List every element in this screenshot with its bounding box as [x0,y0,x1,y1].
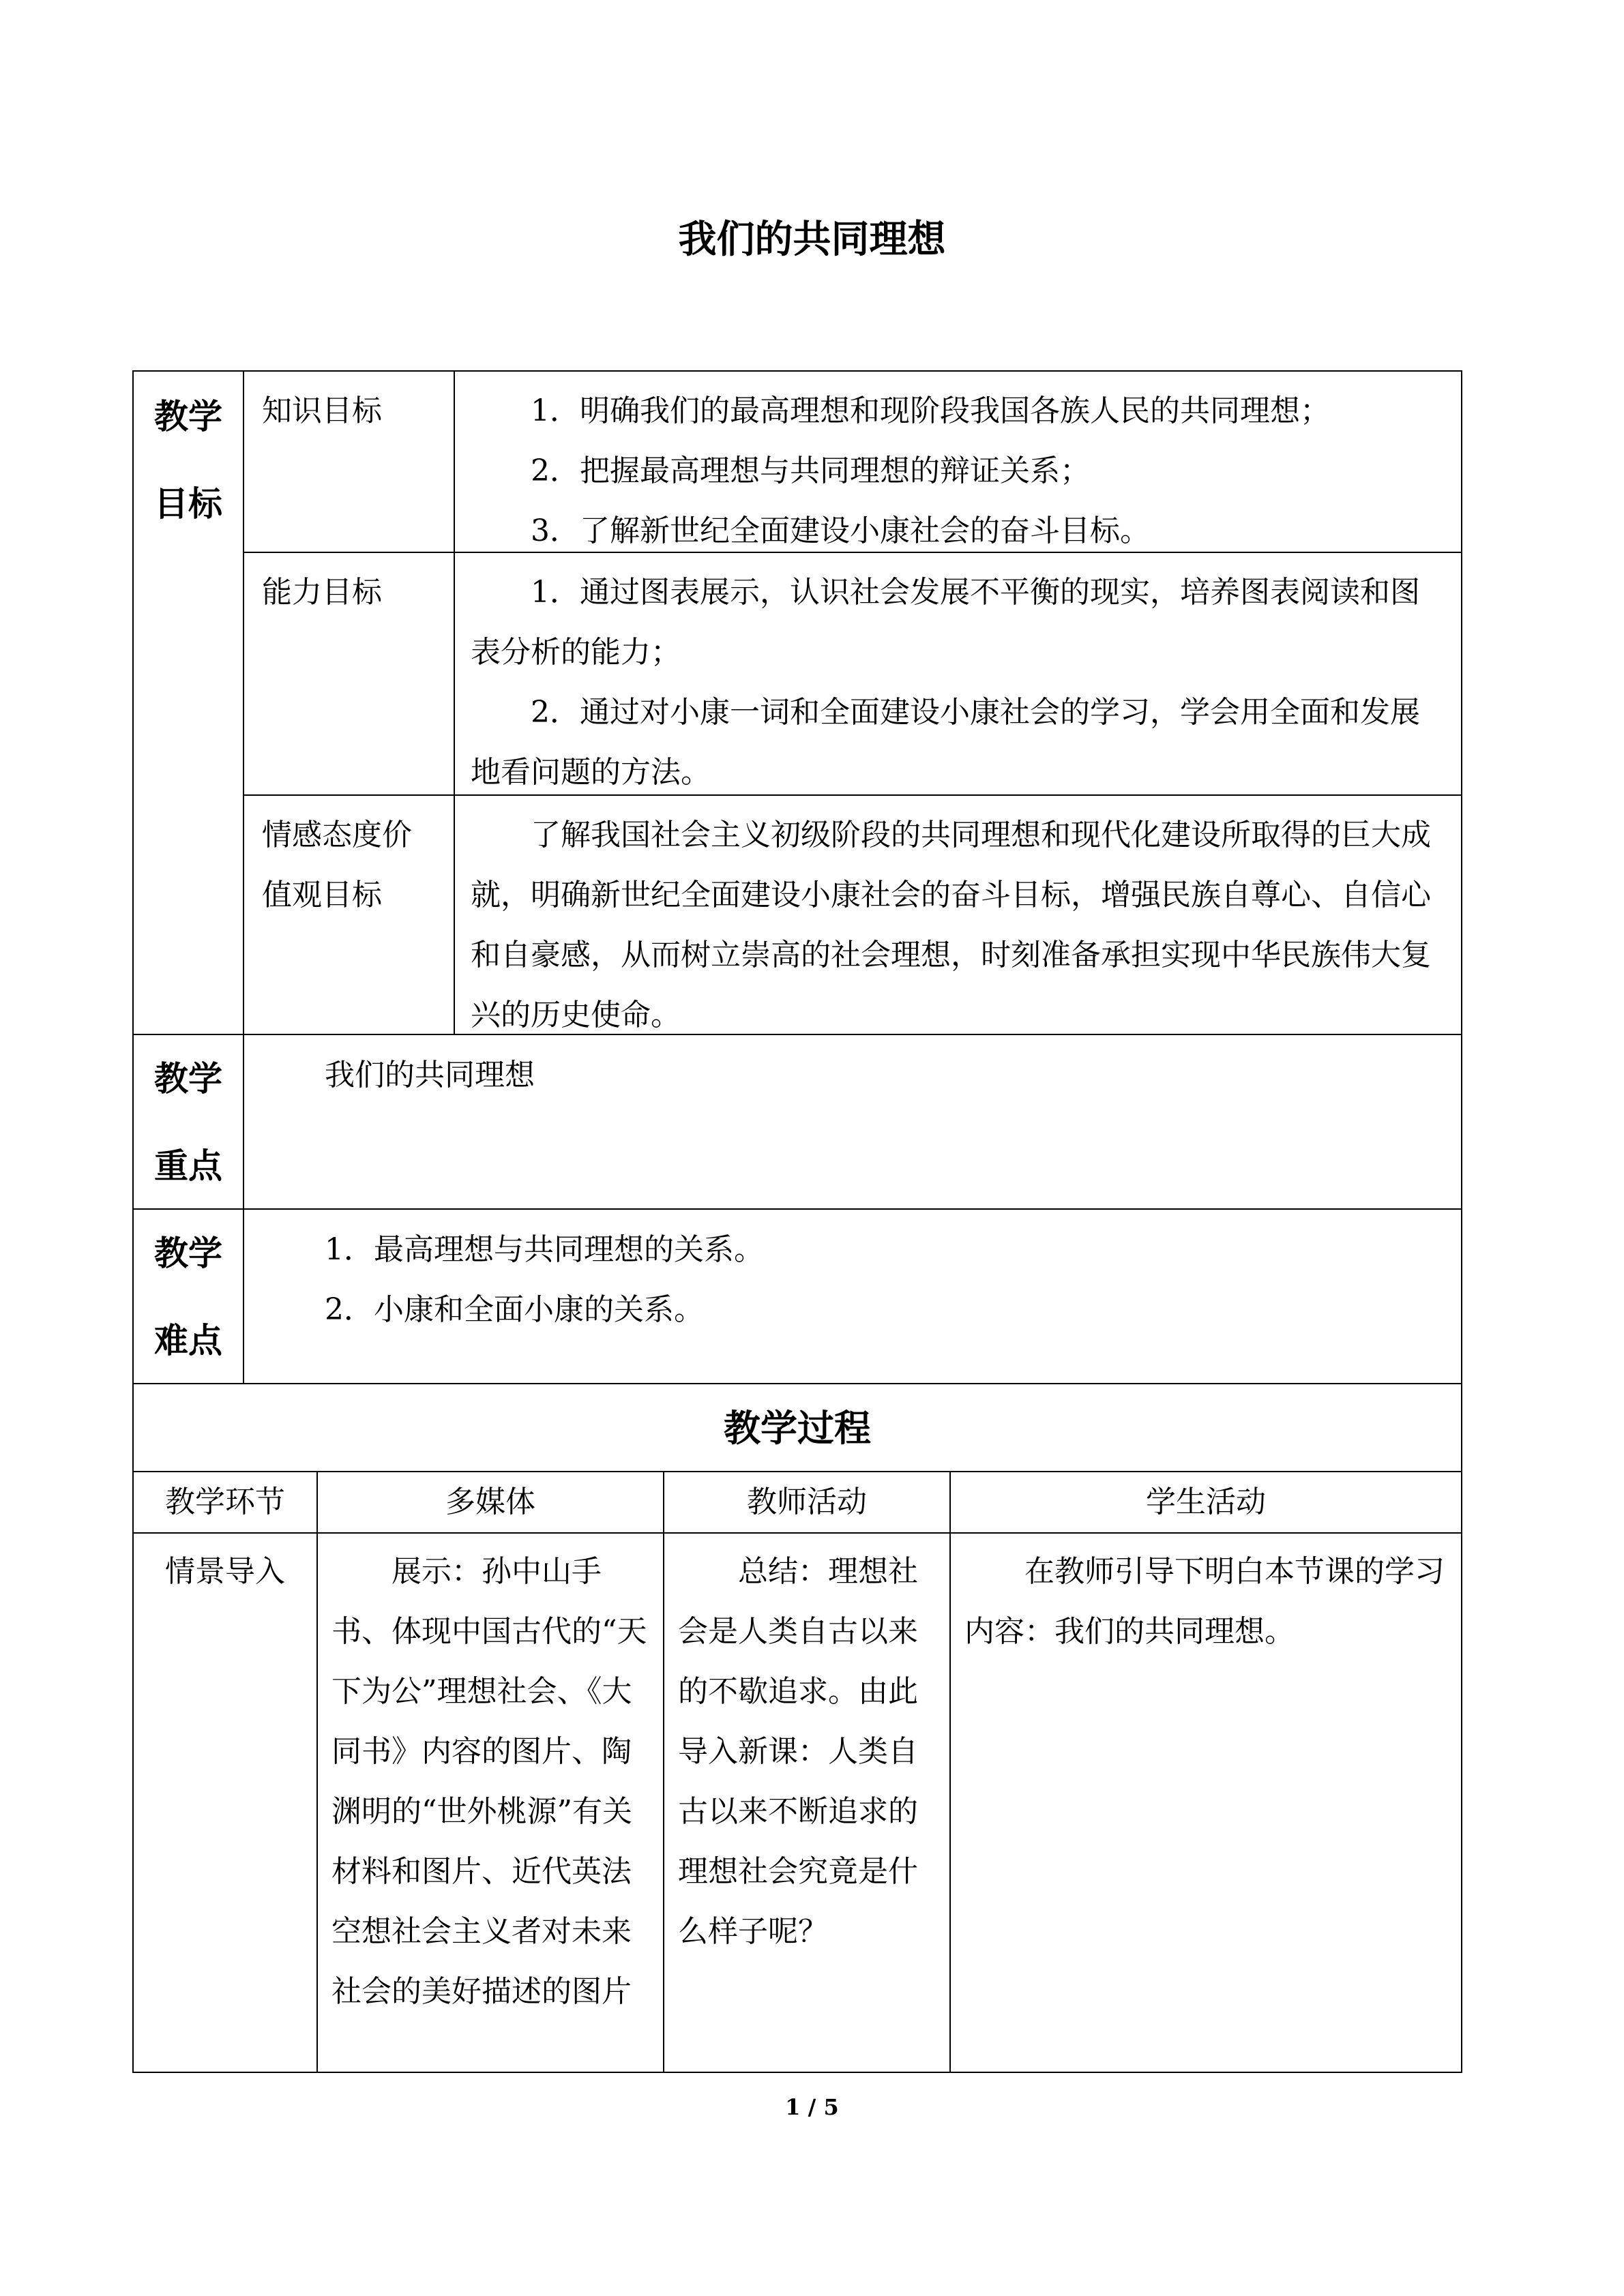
process-header-student: 学生活动 [1146,1485,1266,1519]
process-teacher-text: 总结：理想社会是人类自古以来的不歇追求。由此导入新课：人类自古以来不断追求的理想社会究竟是什么样子呢？ [678,1554,918,1949]
process-teacher [678,1542,940,1962]
process-title: 教学过程 [724,1406,871,1450]
key-points-label-line2: 重点 [154,1146,222,1186]
rule-sublabel-column [454,372,455,1034]
emotion-label-line2: 值观目标 [262,878,382,912]
emotion-text: 了解我国社会主义初级阶段的共同理想和现代化建设所取得的巨大成就，明确新世纪全面建设小康社会的奋斗目标，增强民族自尊心、自信心和自豪感，从而树立崇高的社会理想，时刻准备承担实现中华民族伟大复兴的历史使命。 [471,818,1431,1032]
process-stage: 情景导入 [165,1554,285,1589]
emotion-label-line1: 情感态度价 [262,818,412,852]
knowledge-label: 知识目标 [262,393,382,428]
process-header-stage: 教学环节 [165,1485,285,1519]
difficulties-label-line2: 难点 [154,1320,222,1360]
difficulties-label-line1: 教学 [154,1233,222,1273]
rule-process-col1 [316,1471,318,2072]
objectives-label-line2: 目标 [154,483,222,524]
emotion-content [471,805,1439,1045]
difficulties-content [325,1220,1443,1340]
page-title: 我们的共同理想 [678,217,946,262]
difficulties-label [134,1210,243,1384]
page-number: 1 / 5 [785,2094,839,2120]
ability-item: 2．通过对小康一词和全面建设小康社会的学习，学会用全面和发展地看问题的方法。 [471,695,1420,790]
knowledge-item: 3．了解新世纪全面建设小康社会的奋斗目标。 [531,513,1150,548]
process-student-text: 在教师引导下明白本节课的学习内容：我们的共同理想。 [964,1554,1445,1649]
knowledge-item: 2．把握最高理想与共同理想的辩证关系； [531,453,1090,488]
process-header-media: 多媒体 [445,1485,535,1519]
process-media [331,1542,652,2022]
key-points-content: 我们的共同理想 [325,1058,535,1092]
rule-process-col2 [663,1471,664,2072]
difficulty-item: 1．最高理想与共同理想的关系。 [325,1232,764,1267]
ability-content [471,563,1439,803]
emotion-label [262,805,446,925]
process-header-teacher: 教师活动 [747,1485,867,1519]
rule-keypoints-end [134,1208,1461,1210]
knowledge-content [471,381,1453,561]
process-media-text: 展示：孙中山手书、体现中国古代的“天下为公”理想社会、《大同书》内容的图片、陶渊明的“世外桃源”有关材料和图片、近代英法空想社会主义者对未来社会的美好描述的图片 [331,1554,647,2009]
lesson-plan-table [132,370,1462,2073]
difficulty-item: 2．小康和全面小康的关系。 [325,1292,704,1327]
rule-process-col3 [949,1471,951,2072]
objectives-label [134,372,243,548]
objectives-label-line1: 教学 [154,396,222,436]
key-points-label-line1: 教学 [154,1058,222,1099]
ability-item: 1．通过图表展示，认识社会发展不平衡的现实，培养图表阅读和图表分析的能力； [471,575,1420,670]
key-points-label [134,1035,243,1210]
ability-label: 能力目标 [262,575,382,610]
rule-process-header-end [134,1532,1461,1534]
rule-label-column [243,372,244,1383]
knowledge-item: 1．明确我们的最高理想和现阶段我国各族人民的共同理想； [531,393,1330,428]
process-student [964,1542,1449,1662]
